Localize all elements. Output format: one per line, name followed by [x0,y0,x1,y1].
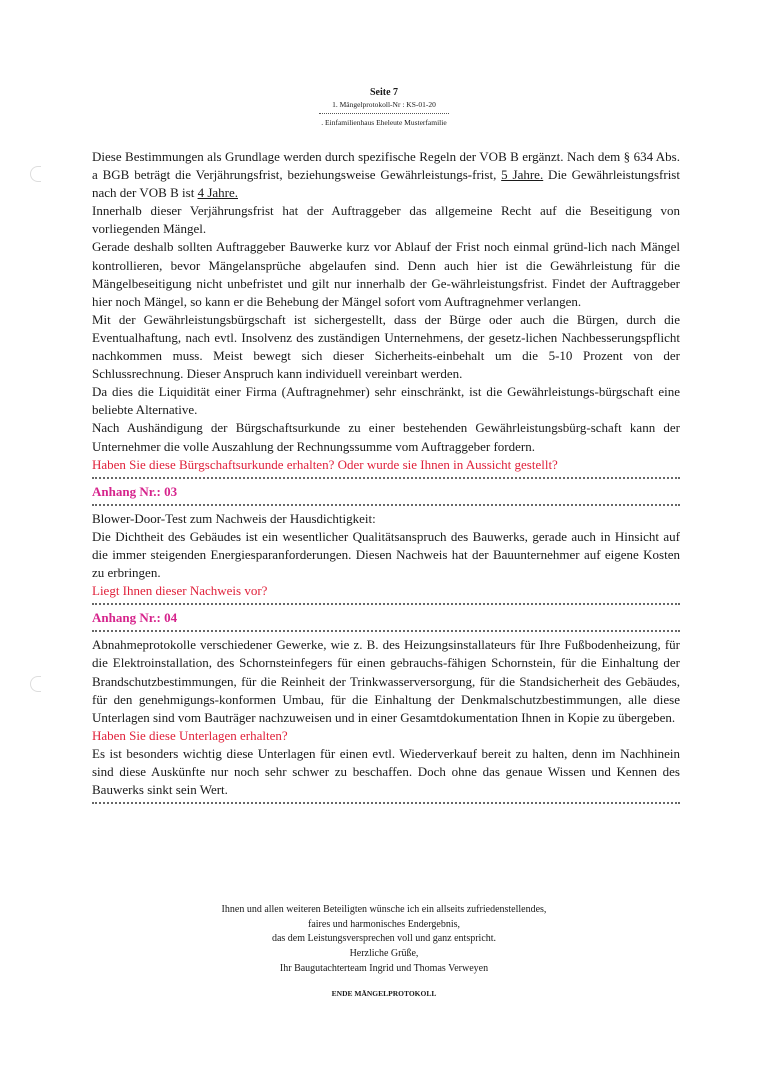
underlined-term: 5 Jahre. [501,167,544,183]
punch-hole-mark [30,676,41,692]
section-divider [92,603,680,605]
body-paragraph [92,238,680,310]
protocol-number: 1. Mängelprotokoll-Nr : KS-01-20 [332,100,436,109]
footer-line: Herzliche Grüße, [349,948,419,960]
annex-3-text: Die Dichtheit des Gebäudes ist ein wesentlicher Qualitätsanspruch des Bauwerks, gerade auch in Hinsicht auf die immer steigenden Energiesparanforderungen. Diesen Nachweis hat der Bauunternehmer auf eigene Kosten zu erbringen. [92,528,680,581]
paragraph-text: Gerade deshalb sollten Auftraggeber Bauwerke kurz vor Ablauf der Frist noch einmal gründ-lich nach Mängel kontrollieren, bevor Mängelansprüche abgelaufen sind. Denn auch hier ist die Gewährleistung für die Mängelbeseitigung nicht unbefristet und gilt nur innerhalb der Ge-währleistungsfrist. Findet der Auftraggeber hier noch Mängel, so kann er die Behebung der Mängel sofort vom Auftragnehmer verlangen. [92,239,680,309]
document-body [92,148,680,808]
footer-line: Ihr Baugutachterteam Ingrid und Thomas Verweyen [279,962,489,974]
footer-line: das dem Leistungsversprechen voll und ganz entspricht. [271,933,497,945]
body-paragraph [92,383,680,419]
end-of-protocol: ENDE MÄNGELPROTOKOLL [331,988,437,998]
section-divider [92,630,680,632]
paragraph-text: Innerhalb dieser Verjährungsfrist hat der Auftraggeber das allgemeine Recht auf die Beseitigung von vorliegenden Mängel. [92,203,680,237]
punch-hole-mark [30,166,41,182]
body-paragraph [92,419,680,455]
section-divider [92,477,680,479]
footer-line: Ihnen und allen weiteren Beteiligten wünsche ich ein allseits zufriedenstellendes, [221,904,547,915]
header-divider [319,113,449,114]
footer-line: faires und harmonisches Endergebnis, [308,918,460,930]
page-number: Seite 7 [369,87,399,98]
paragraph-text: Da dies die Liquidität einer Firma (Auftragnehmer) sehr einschränkt, ist die Gewährleistungs-bürgschaft eine beliebte Alternative. [92,384,680,418]
section-divider [92,802,680,804]
annex-3-question: Liegt Ihnen dieser Nachweis vor? [92,583,268,599]
annex-3-title: Blower-Door-Test zum Nachweis der Hausdichtigkeit: [92,510,376,526]
intro-paragraphs [92,148,680,456]
body-paragraph [92,311,680,383]
underlined-term: 4 Jahre. [197,185,238,201]
paragraph-text: Diese Bestimmungen als Grundlage werden durch spezifische Regeln der VOB B ergänzt. Nach dem § 634 Abs. a BGB beträgt die Verjährungsfrist, beziehungsweise Gewährleistungs-frist, [92,149,680,183]
project-name: . Einfamilienhaus Eheleute Musterfamilie [321,118,447,127]
body-paragraph [92,148,680,202]
paragraph-text: Die Gewährleistungsfrist nach der VOB B ist [92,167,680,201]
page-header [0,86,768,129]
annex-4-closing: Es ist besonders wichtig diese Unterlagen für einen evtl. Wiederverkauf bereit zu halten, denn im Nachhinein sind diese Auskünfte nur noch sehr schwer zu beschaffen. Doch ohne das genaue Wissen und Kennen des Bauwerks sinkt sein Wert. [92,745,680,798]
paragraph-text: Nach Aushändigung der Bürgschaftsurkunde zu einer bestehenden Gewährleistungsbürg-schaft kann der Unternehmer die volle Auszahlung der Rechnungssumme vom Auftraggeber fordern. [92,420,680,454]
section-divider [92,504,680,506]
paragraph-text: Mit der Gewährleistungsbürgschaft ist sichergestellt, dass der Bürge oder auch die Bürgen, durch die Eventualhaftung, nach evtl. Insolvenz des zuständigen Unternehmens, der gesetz-lichen Nachbesserungspflicht nachkommen muss. Meist bewegt sich dieser Sicherheits-einbehalt um die 5-10 Prozent von der Schlussrechnung. Dieser Anspruch kann individuell vereinbart werden. [92,311,680,382]
closing-footer [0,903,768,1001]
annex-3-heading: Anhang Nr.: 03 [92,483,178,499]
body-paragraph [92,202,680,238]
question-guarantee-certificate: Haben Sie diese Bürgschaftsurkunde erhalten? Oder wurde sie Ihnen in Aussicht gestellt? [92,456,558,472]
annex-4-question: Haben Sie diese Unterlagen erhalten? [92,727,288,743]
annex-4-heading: Anhang Nr.: 04 [92,610,178,626]
annex-4-text: Abnahmeprotokolle verschiedener Gewerke, wie z. B. des Heizungsinstallateurs für Ihre Fußbodenheizung, für die Elektroinstallation, des Schornsteinfegers für einen gebrauchs-fähigen Schornstein, für die Einhaltung der Brandschutzbestimmungen, für die Reinheit der Trinkwasserversorgung, für die Standsicherheit des Gebäudes, für den genehmigungs-konformen Umbau, für die Einhaltung der Denkmalschutzbestimmungen, alle diese Unterlagen sind vom Bauträger nachzuweisen und in einer Gesamtdokumentation Ihnen in Kopie zu übergeben. [92,637,680,725]
